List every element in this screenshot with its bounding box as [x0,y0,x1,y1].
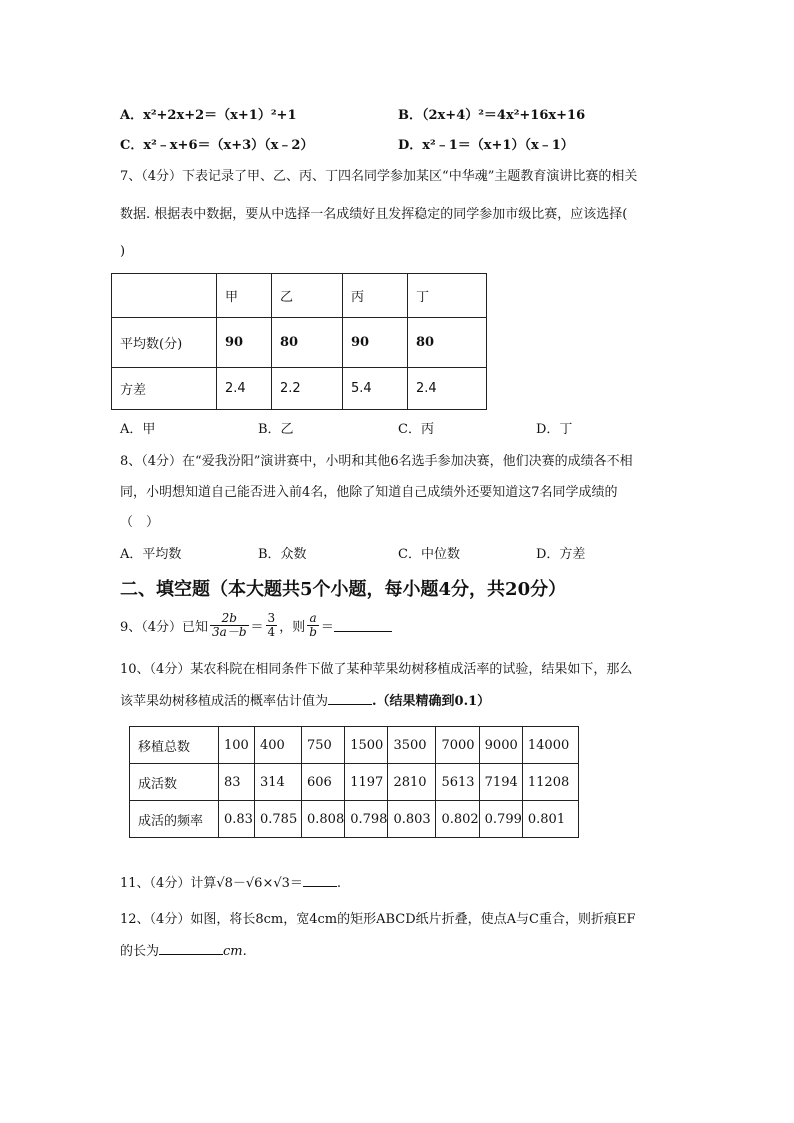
table-cell: 0.83 [219,801,255,838]
q12-unit: cm. [223,944,247,959]
q9-frac1 [210,612,248,639]
q8-option-c: C．中位数 [398,547,460,562]
table-cell: 成活的频率 [130,801,219,838]
table-cell: 丁 [408,274,487,318]
table-cell: 0.798 [345,801,388,838]
table-cell: 丙 [343,274,408,318]
answer-blank[interactable] [159,942,223,955]
table-row [130,727,579,764]
answer-blank[interactable] [328,692,372,705]
q8-option-a: A．平均数 [120,547,182,562]
table-row [112,274,487,318]
table-cell: 0.799 [479,801,522,838]
q9-prefix: 9、（4分）已知 [120,620,209,635]
table-cell: 9000 [479,727,522,764]
table-cell: 80 [272,318,343,368]
section-title: 二、填空题（本大题共5个小题，每小题4分，共20分） [120,579,567,600]
equals: ＝ [250,620,264,635]
q10-stem-line1: 10、（4分）某农科院在相同条件下做了某种苹果幼树移植成活率的试验，结果如下，那么 [120,662,633,677]
q8-stem-line3: （ ） [120,515,160,530]
q7-stem-line2: 数据. 根据表中数据，要从中选择一名成绩好且发挥稳定的同学参加市级比赛，应该选择( [120,207,628,222]
table-cell: 乙 [272,274,343,318]
table-cell: 7000 [436,727,479,764]
answer-blank[interactable] [303,874,337,887]
q6-option-a: A．x²+2x+2＝（x+1）²+1 [120,108,297,123]
table-row [112,368,487,410]
table-cell: 0.808 [302,801,345,838]
table-cell: 0.802 [436,801,479,838]
table-cell: 80 [408,318,487,368]
table-cell: 90 [343,318,408,368]
q9-frac3 [307,612,319,639]
q7-option-d: D．丁 [536,422,573,437]
q12-stem-line2 [120,940,247,959]
table-cell: 83 [219,764,255,801]
frac-denominator: 3a－b [212,625,247,639]
table-row [130,764,579,801]
table-cell: 3500 [388,727,436,764]
table-cell: 5613 [436,764,479,801]
table-cell: 5.4 [343,368,408,410]
table-cell: 2.4 [217,368,272,410]
table-cell: 100 [219,727,255,764]
table-cell: 314 [255,764,302,801]
q10-note: .（结果精确到0.1） [372,694,491,709]
frac-numerator: 3 [267,611,276,625]
q11-line [120,872,341,891]
q7-stem-line1: 7、（4分）下表记录了甲、乙、丙、丁四名同学参加某区“中华魂”主题教育演讲比赛的相关 [120,169,638,184]
table-cell: 成活数 [130,764,219,801]
table-cell: 2810 [388,764,436,801]
table-cell: 方差 [112,368,217,410]
q9-line [120,612,392,639]
q11-suffix: . [336,876,342,891]
q7-table [111,273,487,410]
frac-denominator: b [309,625,317,639]
table-cell: 1500 [345,727,388,764]
table-cell: 移植总数 [130,727,219,764]
q10-stem-line2 [120,690,490,709]
frac-numerator: 2b [210,612,248,626]
table-cell: 14000 [522,727,578,764]
table-cell: 0.785 [255,801,302,838]
q12-text: 的长为 [120,944,160,959]
table-cell: 90 [217,318,272,368]
frac-denominator: 4 [267,625,276,639]
q6-option-c: C．x²﹣x+6＝（x+3）（x﹣2） [120,138,314,153]
table-cell: 0.801 [522,801,578,838]
table-cell: 平均数(分) [112,318,217,368]
table-cell: 11208 [522,764,578,801]
q7-option-c: C．丙 [398,422,434,437]
q6-option-b: B．（2x+4）²＝4x²+16x+16 [398,108,586,123]
table-cell: 1197 [345,764,388,801]
q8-option-b: B．众数 [258,547,307,562]
table-cell: 400 [255,727,302,764]
answer-blank[interactable] [334,619,392,632]
table-cell [112,274,217,318]
q7-option-a: A．甲 [120,422,156,437]
q10-text: 该苹果幼树移植成活的概率估计值为 [120,694,329,709]
table-cell: 2.4 [408,368,487,410]
q11-prefix: 11、（4分）计算 [120,876,217,891]
table-row [112,318,487,368]
table-cell: 750 [302,727,345,764]
q9-mid: ，则 [279,620,306,635]
q10-table [129,726,579,838]
q8-option-d: D．方差 [536,547,586,562]
table-cell: 7194 [479,764,522,801]
table-cell: 606 [302,764,345,801]
table-row [130,801,579,838]
q7-stem-line3: ) [120,244,126,259]
equals: ＝ [320,620,334,635]
q6-option-d: D．x²﹣1＝（x+1）（x﹣1） [398,138,574,153]
q12-stem-line1: 12、（4分）如图，将长8cm，宽4cm的矩形ABCD纸片折叠，使点A与C重合，则折痕EF [120,912,636,927]
q8-stem-line1: 8、（4分）在“爱我汾阳”演讲赛中，小明和其他6名选手参加决赛，他们决赛的成绩各不相 [120,454,633,469]
frac-numerator: a [307,612,319,626]
q7-option-b: B．乙 [258,422,294,437]
table-cell: 2.2 [272,368,343,410]
q9-frac2 [266,612,278,639]
table-cell: 甲 [217,274,272,318]
q8-stem-line2: 同，小明想知道自己能否进入前4名，他除了知道自己成绩外还要知道这7名同学成绩的 [120,485,618,500]
q11-expression: √8－√6×√3＝ [216,876,303,891]
table-cell: 0.803 [388,801,436,838]
